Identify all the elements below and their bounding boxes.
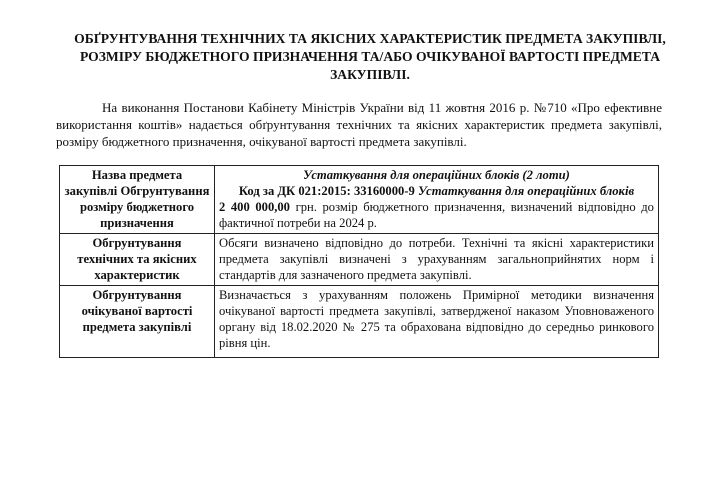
row-value-subject-budget — [215, 166, 659, 234]
row-value-expected-cost: Визначається з урахуванням положень Примірної методики визначення очікуваної вартості предмета закупівлі, затвердженої наказом Уповноваженого органу від 18.02.2020 № 275 та обрахована відповідно до середньо ринкового рівня цін. — [215, 286, 659, 358]
document-title: ОБҐРУНТУВАННЯ ТЕХНІЧНИХ ТА ЯКІСНИХ ХАРАКТЕРИСТИК ПРЕДМЕТА ЗАКУПІВЛІ, РОЗМІРУ БЮДЖЕТНОГО ПРИЗНАЧЕННЯ ТА/АБО ОЧІКУВАНОЇ ВАРТОСТІ ПРЕДМЕТА ЗАКУПІВЛІ. — [74, 31, 666, 82]
item-code-prefix: Код за ДК 021:2015: 33160000-9 — [238, 184, 418, 198]
row-label-expected-cost: Обгрунтування очікуваної вартості предмета закупівлі — [60, 286, 215, 358]
row-label-technical: Обгрунтування технічних та якісних характеристик — [60, 234, 215, 286]
row-value-technical: Обсяги визначено відповідно до потреби. Технічні та якісні характеристики предмета закупівлі визначені з урахуванням загальноприйнятих норм і стандартів для зазначеного предмета закупівлі. — [215, 234, 659, 286]
item-code — [219, 183, 654, 199]
budget-line — [219, 200, 654, 230]
justification-table — [59, 165, 659, 358]
budget-amount-text: грн. розмір бюджетного призначення, визначений відповідно до фактичної потреби на 2024 р. — [219, 200, 654, 230]
item-code-name: Устаткування для операційних блоків — [417, 184, 635, 198]
item-name: Устаткування для операційних блоків (2 лоти) — [303, 168, 570, 182]
budget-amount: 2 400 000,00 — [219, 200, 290, 214]
table-row — [60, 166, 659, 234]
table-row — [60, 286, 659, 358]
table-row — [60, 234, 659, 286]
row-label-subject-budget: Назва предмета закупівлі Обгрунтування розміру бюджетного призначення — [60, 166, 215, 234]
intro-paragraph: На виконання Постанови Кабінету Міністрів України від 11 жовтня 2016 р. №710 «Про ефективне використання коштів» надається обґрунтування технічних та якісних характеристик предмета закупівлі, розміру бюджетного призначення, очікуваної вартості предмета закупівлі. — [56, 100, 662, 149]
